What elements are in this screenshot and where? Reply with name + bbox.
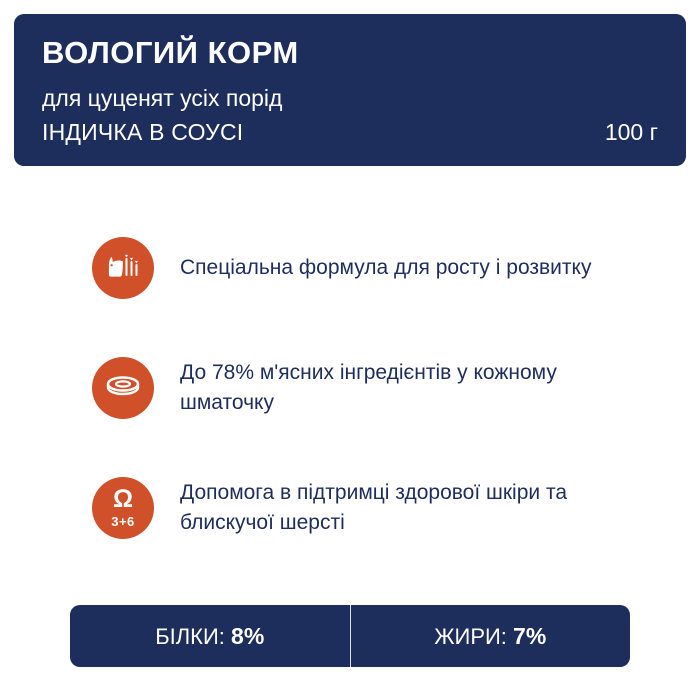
- header-flavor-row: [42, 119, 658, 146]
- feature-text: Спеціальна формула для росту і розвитку: [180, 255, 592, 279]
- list-item: [0, 208, 700, 328]
- protein-label: БІЛКИ:: [155, 623, 225, 649]
- feature-text: Допомога в підтримці здорової шкіри та блискучої шерсті: [180, 480, 568, 534]
- status-badge: [351, 623, 631, 650]
- fat-value: 7%: [513, 622, 547, 649]
- header-subtitle: для цуценят усіх порід: [42, 85, 283, 112]
- feature-list: [0, 208, 700, 568]
- fat-label: ЖИРИ:: [434, 623, 507, 649]
- page-title: ВОЛОГИЙ КОРМ: [42, 35, 299, 70]
- status-badge: [70, 623, 350, 650]
- nutrition-stats-bar: [70, 605, 630, 667]
- protein-value: 8%: [231, 622, 265, 649]
- header-flavor: ІНДИЧКА В СОУСІ: [42, 118, 244, 145]
- omega-value: 3+6: [111, 513, 135, 529]
- dog-growth-icon: [92, 237, 154, 299]
- feature-text: До 78% м'ясних інгредієнтів у кожному шматочку: [180, 360, 557, 414]
- omega-icon: [92, 477, 154, 539]
- meat-slices-icon: [92, 357, 154, 419]
- list-item: [0, 328, 700, 448]
- omega-symbol: Ω: [112, 484, 134, 513]
- divider: [350, 605, 351, 667]
- header-banner: [14, 14, 686, 166]
- list-item: [0, 448, 700, 568]
- header-weight: 100 г: [604, 118, 658, 145]
